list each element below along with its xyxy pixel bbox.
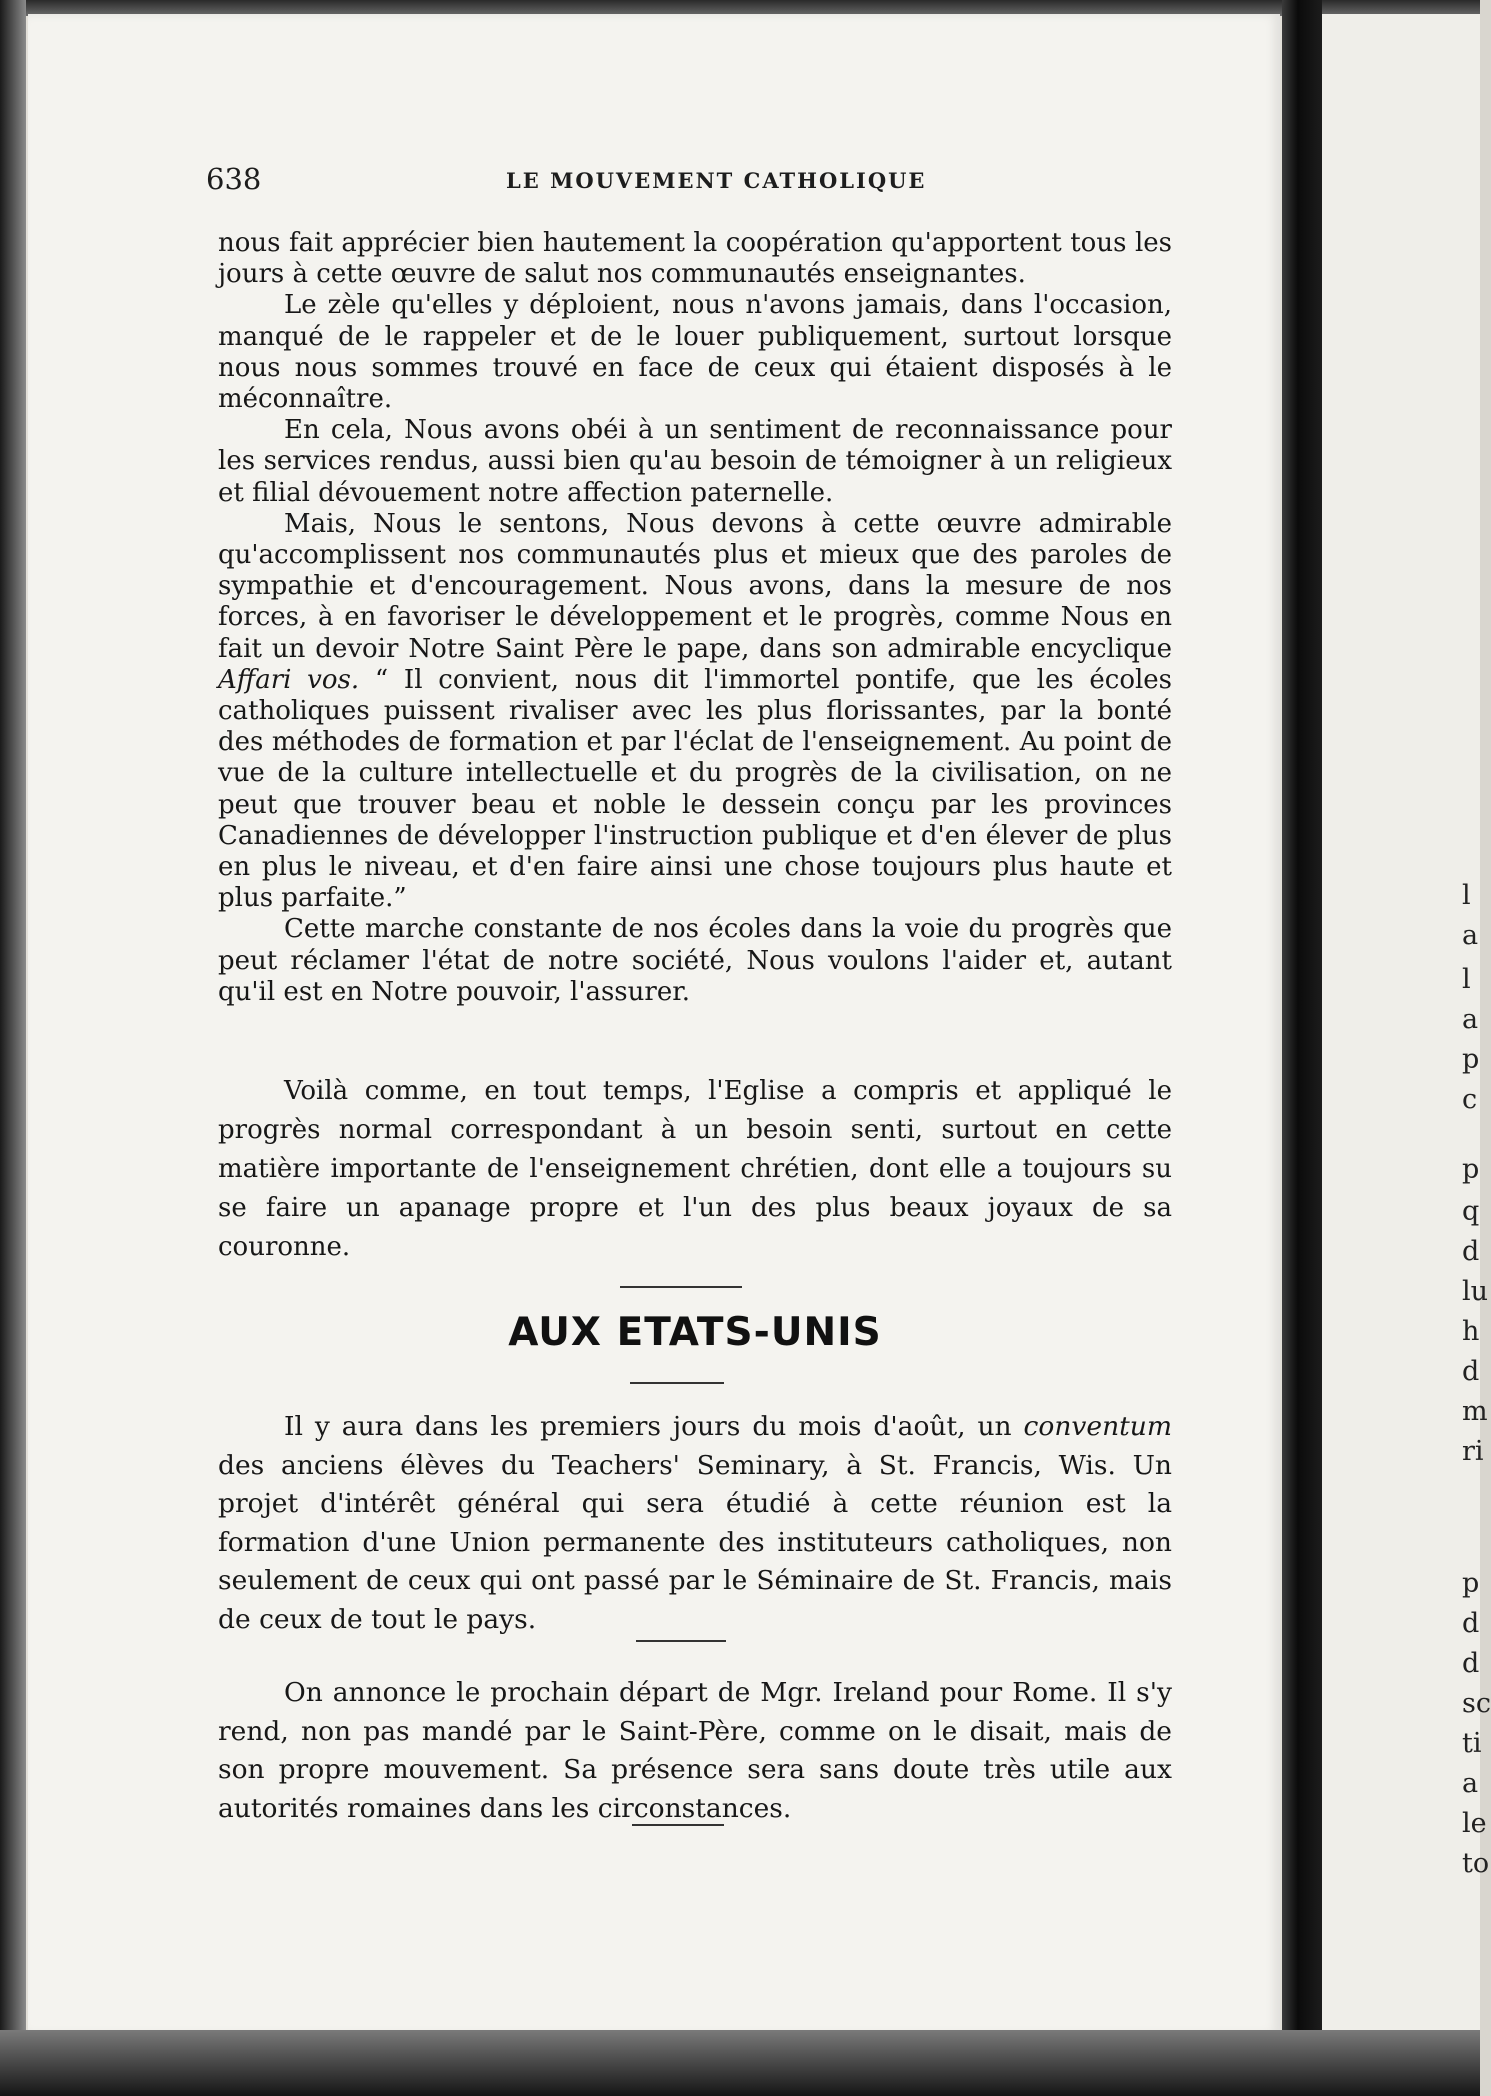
divider-rule <box>632 1824 724 1826</box>
running-title: LE MOUVEMENT CATHOLIQUE <box>506 168 927 193</box>
right-page-letter: le <box>1462 1808 1487 1839</box>
body-text-block-3 <box>218 1408 1172 1639</box>
right-page-fragment <box>1322 14 1491 2034</box>
right-page-letter: d <box>1462 1356 1480 1387</box>
paragraph: nous fait apprécier bien hautement la coopération qu'apportent tous les jours à cette œuvre de salut nos communautés enseignantes. <box>218 228 1172 290</box>
right-page-letter: d <box>1462 1236 1480 1267</box>
divider-rule <box>620 1286 742 1288</box>
divider-rule <box>636 1640 726 1642</box>
right-page-letter: d <box>1462 1608 1480 1639</box>
page-number: 638 <box>206 162 262 196</box>
encyclical-quote: “ Il convient, nous dit l'immortel pontife, que les écoles catholiques puissent rivaliser avec les plus florissantes, par la bonté des méthodes de formation et par l'éclat de l'enseignement. Au point de vue de la culture intellectuelle et du progrès de la civilisation, on ne peut que trouver beau et noble le dessein conçu par les provinces Canadiennes de développer l'instruction publique et d'en élever de plus en plus le niveau, et d'en faire ainsi une chose toujours plus haute et plus parfaite.” <box>218 664 1173 914</box>
book-gutter <box>1282 0 1322 2096</box>
paragraph <box>218 509 1172 915</box>
paragraph: Voilà comme, en tout temps, l'Eglise a compris et appliqué le progrès normal correspondant à un besoin senti, surtout en cette matière importante de l'enseignement chrétien, dont elle a toujours su se faire un apanage propre et l'un des plus beaux joyaux de sa couronne. <box>218 1076 1172 1262</box>
scan-bottom-edge <box>0 2030 1480 2096</box>
right-page-letter: a <box>1462 1768 1479 1799</box>
body-text-block-1 <box>218 228 1172 1008</box>
paragraph: Le zèle qu'elles y déploient, nous n'avons jamais, dans l'occasion, manqué de le rappeler et de le louer publiquement, surtout lorsque nous nous sommes trouvé en face de ceux qui étaient disposés à le méconnaître. <box>218 290 1172 415</box>
body-text-block-4 <box>218 1674 1172 1828</box>
right-page-letter: l <box>1462 880 1471 911</box>
right-page-letter: h <box>1462 1316 1480 1347</box>
right-page-letter: p <box>1462 1044 1480 1075</box>
paragraph: En cela, Nous avons obéi à un sentiment de reconnaissance pour les services rendus, aussi bien qu'au besoin de témoigner à un religieux et filial dévouement notre affection paternelle. <box>218 415 1172 508</box>
right-page-letter: p <box>1462 1568 1480 1599</box>
left-page <box>28 14 1280 2034</box>
scan-left-edge <box>0 0 26 2096</box>
right-page-letter: ti <box>1462 1728 1482 1759</box>
right-page-letter: sc <box>1462 1688 1491 1719</box>
paragraph: On annonce le prochain départ de Mgr. Ireland pour Rome. Il s'y rend, non pas mandé par le Saint-Père, comme on le disait, mais de son propre mouvement. Sa présence sera sans doute très utile aux autorités romaines dans les circonstances. <box>218 1677 1172 1824</box>
paragraph-lead: Il y aura dans les premiers jours du mois d'août, un <box>284 1411 1012 1442</box>
right-page-letter: q <box>1462 1196 1480 1227</box>
paragraph <box>218 1408 1172 1639</box>
right-page-letter: d <box>1462 1648 1480 1679</box>
paragraph: Cette marche constante de nos écoles dans la voie du progrès que peut réclamer l'état de notre société, Nous voulons l'aider et, autant qu'il est en Notre pouvoir, l'assurer. <box>218 914 1172 1007</box>
divider-rule <box>630 1382 724 1384</box>
right-page-letter: m <box>1462 1396 1488 1427</box>
conventum-word: conventum <box>1023 1411 1172 1442</box>
right-page-letter: l <box>1462 964 1471 995</box>
right-page-letter: lu <box>1462 1276 1489 1307</box>
right-page-letter: p <box>1462 1154 1480 1185</box>
right-page-letter: c <box>1462 1084 1478 1115</box>
paragraph-rest: des anciens élèves du Teachers' Seminary, à St. Francis, Wis. Un projet d'intérêt général qui sera étudié à cette réunion est la formation d'une Union permanente des instituteurs catholiques, non seulement de ceux qui ont passé par le Séminaire de St. Francis, mais de ceux de tout le pays. <box>218 1449 1172 1635</box>
right-page-letter: ri <box>1462 1436 1484 1467</box>
page-header <box>28 162 1280 202</box>
paragraph-text: Mais, Nous le sentons, Nous devons à cette œuvre admirable qu'accomplissent nos communautés plus et mieux que des paroles de sympathie et d'encouragement. Nous avons, dans la mesure de nos forces, à en favoriser le développement et le progrès, comme Nous en fait un devoir Notre Saint Père le pape, dans son admirable encyclique <box>218 508 1172 664</box>
right-page-letter: a <box>1462 920 1479 951</box>
right-page-letter: a <box>1462 1004 1479 1035</box>
right-page-letter: to <box>1462 1848 1490 1879</box>
body-text-block-2 <box>218 1072 1172 1267</box>
section-title: AUX ETATS-UNIS <box>508 1310 882 1355</box>
encyclical-title: Affari vos. <box>218 664 360 695</box>
